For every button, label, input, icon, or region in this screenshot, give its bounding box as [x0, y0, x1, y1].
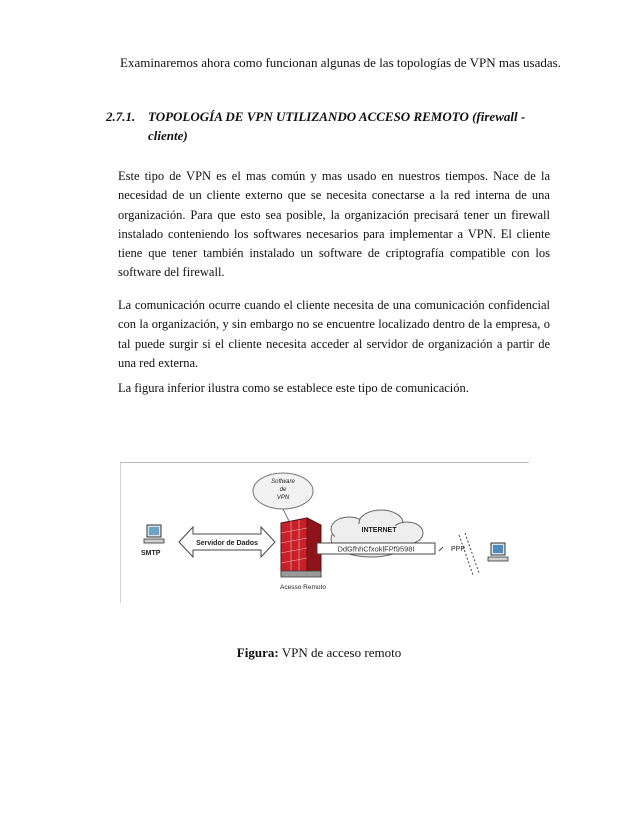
section-heading: [106, 107, 525, 145]
firewall-icon: [281, 518, 321, 577]
section-title-italic: firewall -: [476, 109, 526, 124]
section-number: 2.7.1.: [106, 109, 136, 124]
section-title-line2: cliente): [148, 128, 188, 143]
software-label-2: de: [279, 487, 287, 493]
smtp-label: SMTP: [141, 550, 161, 557]
internet-label: INTERNET: [361, 527, 397, 534]
caption-label: Figura:: [236, 645, 279, 660]
smtp-computer-icon: [144, 525, 164, 543]
software-label-3: VPN: [276, 495, 290, 501]
vpn-diagram: [121, 463, 529, 603]
ppp-line-1: [459, 535, 473, 575]
figure-caption: [0, 645, 638, 661]
intro-text: Examinaremos ahora como funcionan algunas de las topologías de VPN mas usadas.: [120, 55, 561, 70]
section-title-line1: TOPOLOGÍA DE VPN UTILIZANDO ACCESO REMOTO (: [148, 109, 477, 124]
ppp-label: PPP: [451, 546, 466, 553]
paragraph-1: Este tipo de VPN es el mas común y mas usado en nuestros tiempos. Nace de la necesidad de un cliente externo que se necesita conectarse a la red interna de una organización. Para que esto sea posible, la organización precisará tener un firewall instalado conteniendo los softwares necesarios para implementar a VPN. El cliente tiene que tener también instalado un software de criptografía compatible con los software del firewall.: [118, 169, 550, 280]
caption-text: VPN de acceso remoto: [278, 645, 402, 660]
paragraph-2: La comunicación ocurre cuando el cliente necesita de una comunicación confidencial con la organización, y sin embargo no se encuentre localizado dentro de la empresa, o tal puede surgir si el cliente necesita acceder al servidor de organización a partir de una red externa.: [118, 298, 550, 370]
client-computer-icon: [488, 543, 508, 561]
acceso-remoto-label: Acesso Remoto: [280, 584, 326, 591]
ppp-line-2: [465, 533, 479, 573]
servidor-label: Servidor de Dados: [196, 540, 258, 547]
software-label-1: Software: [271, 479, 295, 485]
paragraph-3: La figura inferior ilustra como se establece este tipo de comunicación.: [118, 381, 469, 395]
figure-frame: [120, 462, 529, 603]
cipher-text: DdGfhhCfxoklFPf9598I: [337, 544, 415, 554]
